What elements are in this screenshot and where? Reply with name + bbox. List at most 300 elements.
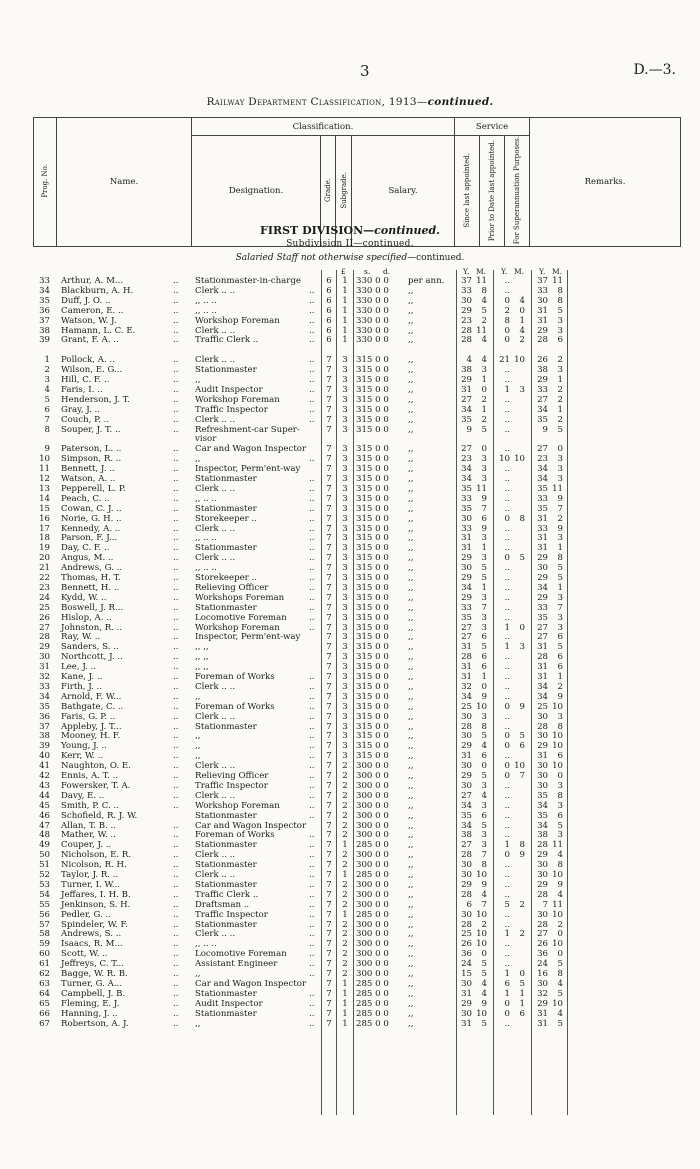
row-prior-years: 1 bbox=[504, 642, 510, 653]
row-prior-years: .. bbox=[504, 959, 510, 970]
row-designation: visor bbox=[195, 434, 217, 445]
row-designation: Locomotive Foreman bbox=[195, 612, 287, 623]
row-prior-years: .. bbox=[504, 375, 510, 385]
row-grade: 7 bbox=[326, 919, 332, 930]
row-leader: .. bbox=[173, 612, 179, 623]
row-super-years: 30 bbox=[537, 909, 548, 920]
row-since-months: 3 bbox=[481, 800, 487, 811]
row-since-years: 34 bbox=[461, 464, 472, 475]
row-subgrade: 3 bbox=[342, 721, 348, 732]
row-per-annum: ,, bbox=[408, 850, 414, 861]
row-leader: .. bbox=[173, 691, 179, 702]
row-super-years: 34 bbox=[537, 404, 548, 415]
row-grade: 6 bbox=[326, 325, 332, 336]
row-per-annum: ,, bbox=[408, 285, 414, 296]
row-super-months: 9 bbox=[557, 691, 563, 702]
table-row bbox=[0, 515, 700, 525]
row-name: Pedler, G. .. bbox=[61, 909, 111, 920]
row-number: 44 bbox=[39, 790, 50, 801]
row-per-annum: ,, bbox=[408, 879, 414, 890]
row-since-months: 5 bbox=[481, 820, 487, 831]
row-prior-years: .. bbox=[504, 751, 510, 762]
row-grade: 7 bbox=[326, 810, 332, 821]
row-prior-years: .. bbox=[504, 909, 510, 920]
row-since-years: 27 bbox=[461, 840, 472, 851]
row-super-years: 31 bbox=[537, 533, 548, 544]
row-number: 27 bbox=[39, 622, 50, 633]
row-since-months: 1 bbox=[481, 375, 487, 385]
row-per-annum: ,, bbox=[408, 503, 414, 514]
row-designation: Clerk .. .. bbox=[195, 325, 236, 336]
row-prior-years: 1 bbox=[504, 384, 510, 395]
row-since-years: 31 bbox=[461, 751, 472, 762]
row-name: Kydd, W. .. bbox=[61, 592, 107, 603]
unit-shilling: s. bbox=[364, 267, 371, 276]
row-since-years: 38 bbox=[461, 830, 472, 841]
row-since-years: 28 bbox=[461, 721, 472, 732]
row-number: 66 bbox=[39, 1008, 50, 1019]
row-number: 23 bbox=[39, 582, 50, 593]
row-name: Cowan, C. J. .. bbox=[61, 503, 122, 514]
row-designation: ,, bbox=[195, 1018, 201, 1029]
row-since-months: 10 bbox=[476, 870, 487, 880]
row-prior-years: .. bbox=[504, 830, 510, 841]
row-subgrade: 1 bbox=[342, 978, 348, 989]
row-prior-months: 6 bbox=[519, 741, 525, 752]
row-per-annum: ,, bbox=[408, 949, 414, 960]
row-number: 57 bbox=[39, 919, 50, 930]
row-leader: .. bbox=[173, 761, 179, 772]
row-designation: Traffic Clerk .. bbox=[195, 889, 259, 900]
row-prior-years: .. bbox=[504, 879, 510, 890]
row-name: Schofield, R. J. W. bbox=[61, 810, 138, 821]
row-per-annum: ,, bbox=[408, 701, 414, 712]
row-super-months: 3 bbox=[557, 612, 563, 623]
row-super-months: 10 bbox=[552, 909, 563, 920]
row-leader-2: .. bbox=[309, 988, 315, 999]
row-subgrade: 2 bbox=[342, 879, 348, 890]
row-super-months: 5 bbox=[557, 988, 563, 999]
row-name: Mooney, H. F. bbox=[61, 731, 121, 742]
row-prior-months: 6 bbox=[519, 1008, 525, 1019]
row-leader: .. bbox=[173, 830, 179, 841]
row-number: 67 bbox=[39, 1018, 50, 1029]
row-super-months: 4 bbox=[557, 1008, 563, 1019]
row-since-months: 3 bbox=[481, 365, 487, 376]
row-subgrade: 3 bbox=[342, 414, 348, 425]
row-name: Scott, W. .. bbox=[61, 949, 108, 960]
row-per-annum: ,, bbox=[408, 860, 414, 871]
row-super-months: 9 bbox=[557, 879, 563, 890]
row-per-annum: ,, bbox=[408, 810, 414, 821]
row-name: Andrews, S. .. bbox=[61, 929, 122, 940]
row-since-years: 28 bbox=[461, 325, 472, 336]
row-per-annum: ,, bbox=[408, 295, 414, 306]
header-designation: Designation. bbox=[192, 136, 321, 247]
row-name: Jeffares, I. H. B. bbox=[61, 889, 131, 900]
row-designation: ,, bbox=[195, 969, 201, 979]
table-row bbox=[0, 653, 700, 663]
table-row bbox=[0, 1020, 700, 1030]
row-grade: 7 bbox=[326, 751, 332, 762]
row-super-months: 11 bbox=[552, 840, 563, 851]
header-name: Name. bbox=[57, 118, 192, 247]
row-leader: .. bbox=[173, 513, 179, 524]
row-leader: .. bbox=[173, 998, 179, 1009]
row-since-years: 29 bbox=[461, 305, 472, 316]
row-leader-2: .. bbox=[309, 879, 315, 890]
row-super-years: 28 bbox=[537, 919, 548, 930]
row-subgrade: 3 bbox=[342, 642, 348, 653]
row-number: 8 bbox=[44, 424, 50, 435]
row-salary: 315 0 0 bbox=[356, 464, 389, 475]
row-leader: .. bbox=[173, 969, 179, 979]
row-subgrade: 3 bbox=[342, 602, 348, 613]
row-salary: 300 0 0 bbox=[356, 830, 389, 841]
row-leader: .. bbox=[173, 592, 179, 603]
row-since-years: 30 bbox=[461, 513, 472, 524]
row-prior-years: .. bbox=[504, 563, 510, 574]
row-super-months: 8 bbox=[557, 790, 563, 801]
row-since-years: 35 bbox=[461, 503, 472, 514]
row-designation: Audit Inspector bbox=[195, 384, 263, 395]
row-leader: .. bbox=[173, 741, 179, 752]
row-leader: .. bbox=[173, 474, 179, 484]
row-prior-months: 0 bbox=[519, 305, 525, 316]
row-designation: Traffic Clerk .. bbox=[195, 335, 259, 346]
row-number: 1 bbox=[44, 355, 50, 366]
row-since-months: 5 bbox=[481, 731, 487, 742]
row-prior-years: 0 bbox=[504, 741, 510, 752]
row-leader-2: .. bbox=[309, 771, 315, 781]
row-super-months: 5 bbox=[557, 563, 563, 574]
row-prior-years: .. bbox=[504, 800, 510, 811]
table-row bbox=[0, 416, 700, 426]
row-name: Johnston, R. .. bbox=[61, 622, 123, 633]
row-number: 34 bbox=[39, 691, 50, 702]
row-per-annum: ,, bbox=[408, 483, 414, 494]
row-salary: 315 0 0 bbox=[356, 691, 389, 702]
row-since-months: 1 bbox=[481, 672, 487, 682]
row-prior-years: .. bbox=[504, 573, 510, 583]
row-super-months: 5 bbox=[557, 424, 563, 435]
row-salary: 300 0 0 bbox=[356, 889, 389, 900]
row-grade: 6 bbox=[326, 295, 332, 306]
row-leader: .. bbox=[173, 959, 179, 970]
row-super-months: 1 bbox=[557, 582, 563, 593]
row-leader-2: .. bbox=[309, 563, 315, 574]
row-name: Andrews, G. .. bbox=[61, 563, 123, 574]
row-per-annum: ,, bbox=[408, 969, 414, 979]
row-number: 20 bbox=[39, 553, 50, 564]
row-super-years: 38 bbox=[537, 365, 548, 376]
row-subgrade: 3 bbox=[342, 553, 348, 564]
header-prog-no: Prog. No. bbox=[34, 118, 57, 247]
row-per-annum: ,, bbox=[408, 305, 414, 316]
row-designation: ,, bbox=[195, 751, 201, 762]
row-since-years: 29 bbox=[461, 771, 472, 781]
row-designation: Car and Wagon Inspector bbox=[195, 978, 307, 989]
row-prior-years: .. bbox=[504, 285, 510, 296]
row-grade: 7 bbox=[326, 800, 332, 811]
row-per-annum: ,, bbox=[408, 988, 414, 999]
row-per-annum: ,, bbox=[408, 642, 414, 653]
row-per-annum: ,, bbox=[408, 632, 414, 643]
row-since-years: 9 bbox=[466, 424, 472, 435]
row-since-years: 31 bbox=[461, 642, 472, 653]
row-super-months: 2 bbox=[557, 414, 563, 425]
row-super-months: 5 bbox=[557, 820, 563, 831]
row-leader-2: .. bbox=[309, 503, 315, 514]
row-name: Turner, I. W... bbox=[61, 879, 121, 890]
row-name: Faris, G. P. .. bbox=[61, 711, 116, 722]
row-name: Hislop, A. .. bbox=[61, 612, 112, 623]
row-subgrade: 3 bbox=[342, 503, 348, 514]
row-leader: .. bbox=[173, 672, 179, 682]
row-salary: 315 0 0 bbox=[356, 612, 389, 623]
row-subgrade: 3 bbox=[342, 701, 348, 712]
row-leader-2: .. bbox=[309, 889, 315, 900]
row-prior-months: 3 bbox=[519, 384, 525, 395]
header-service: Service bbox=[455, 118, 530, 136]
row-since-years: 35 bbox=[461, 810, 472, 821]
row-since-years: 34 bbox=[461, 474, 472, 484]
row-since-years: 15 bbox=[461, 969, 472, 979]
row-number: 51 bbox=[39, 860, 50, 871]
row-since-years: 24 bbox=[461, 959, 472, 970]
row-super-years: 29 bbox=[537, 850, 548, 861]
row-super-months: 5 bbox=[557, 305, 563, 316]
row-salary: 315 0 0 bbox=[356, 711, 389, 722]
row-designation: Clerk .. .. bbox=[195, 483, 236, 494]
row-grade: 6 bbox=[326, 305, 332, 316]
row-since-months: 3 bbox=[481, 711, 487, 722]
row-leader-2: .. bbox=[309, 929, 315, 940]
row-since-months: 3 bbox=[481, 454, 487, 465]
row-subgrade: 2 bbox=[342, 919, 348, 930]
row-designation: Workshops Foreman bbox=[195, 592, 285, 603]
row-prior-years: .. bbox=[504, 483, 510, 494]
row-name: Hamann, L. C. E. bbox=[61, 325, 136, 336]
row-number: 61 bbox=[39, 959, 50, 970]
row-name: Arthur, A. M... bbox=[61, 276, 124, 286]
row-since-years: 28 bbox=[461, 850, 472, 861]
row-grade: 7 bbox=[326, 384, 332, 395]
row-super-years: 30 bbox=[537, 771, 548, 781]
row-since-months: 8 bbox=[481, 860, 487, 871]
row-super-months: 1 bbox=[557, 543, 563, 554]
row-designation: ,, ,, bbox=[195, 652, 209, 663]
row-designation: ,, .. .. bbox=[195, 493, 217, 504]
row-subgrade: 3 bbox=[342, 741, 348, 752]
row-subgrade: 3 bbox=[342, 582, 348, 593]
row-designation: Stationmaster bbox=[195, 840, 257, 851]
row-name: Robertson, A. J. bbox=[61, 1018, 129, 1029]
row-prior-years: .. bbox=[504, 870, 510, 880]
row-leader-2: .. bbox=[309, 672, 315, 682]
row-subgrade: 3 bbox=[342, 681, 348, 692]
row-grade: 6 bbox=[326, 285, 332, 296]
row-designation: Clerk .. .. bbox=[195, 414, 236, 425]
row-super-years: 34 bbox=[537, 691, 548, 702]
row-since-months: 10 bbox=[476, 929, 487, 940]
row-super-months: 3 bbox=[557, 474, 563, 484]
row-super-years: 29 bbox=[537, 741, 548, 752]
row-salary: 300 0 0 bbox=[356, 820, 389, 831]
row-super-months: 8 bbox=[557, 295, 563, 306]
row-subgrade: 3 bbox=[342, 592, 348, 603]
row-leader: .. bbox=[173, 543, 179, 554]
row-grade: 7 bbox=[326, 721, 332, 732]
row-salary: 315 0 0 bbox=[356, 355, 389, 366]
row-number: 46 bbox=[39, 810, 50, 821]
table-row bbox=[0, 812, 700, 822]
row-leader: .. bbox=[173, 622, 179, 633]
row-name: Peach, C. .. bbox=[61, 493, 110, 504]
row-leader: .. bbox=[173, 573, 179, 583]
row-since-years: 34 bbox=[461, 800, 472, 811]
row-prior-years: .. bbox=[504, 889, 510, 900]
row-leader-2: .. bbox=[309, 483, 315, 494]
row-number: 54 bbox=[39, 889, 50, 900]
row-leader-2: .. bbox=[309, 1008, 315, 1019]
row-leader: .. bbox=[173, 939, 179, 950]
row-grade: 7 bbox=[326, 780, 332, 791]
row-leader: .. bbox=[173, 365, 179, 376]
row-since-years: 34 bbox=[461, 691, 472, 702]
row-number: 4 bbox=[44, 384, 50, 395]
row-subgrade: 2 bbox=[342, 820, 348, 831]
row-number: 38 bbox=[39, 325, 50, 336]
row-salary: 300 0 0 bbox=[356, 879, 389, 890]
row-since-months: 10 bbox=[476, 909, 487, 920]
table-row bbox=[0, 426, 700, 436]
row-number: 60 bbox=[39, 949, 50, 960]
row-super-months: 11 bbox=[552, 899, 563, 910]
row-designation: Car and Wagon Inspector bbox=[195, 444, 307, 455]
row-subgrade: 3 bbox=[342, 731, 348, 742]
row-subgrade: 3 bbox=[342, 404, 348, 415]
row-salary: 315 0 0 bbox=[356, 582, 389, 593]
row-salary: 315 0 0 bbox=[356, 424, 389, 435]
row-subgrade: 1 bbox=[342, 909, 348, 920]
row-super-years: 32 bbox=[537, 988, 548, 999]
row-prior-years: .. bbox=[504, 721, 510, 732]
row-number: 55 bbox=[39, 899, 50, 910]
row-designation: ,, .. .. bbox=[195, 939, 217, 950]
row-since-months: 1 bbox=[481, 582, 487, 593]
row-name: Sanders, S. .. bbox=[61, 642, 119, 653]
row-per-annum: ,, bbox=[408, 553, 414, 564]
row-grade: 7 bbox=[326, 493, 332, 504]
row-subgrade: 1 bbox=[342, 285, 348, 296]
row-salary: 330 0 0 bbox=[356, 325, 389, 336]
row-since-years: 33 bbox=[461, 602, 472, 613]
row-prior-months: 10 bbox=[514, 355, 525, 366]
row-leader-2: .. bbox=[309, 998, 315, 1009]
row-since-years: 30 bbox=[461, 295, 472, 306]
row-salary: 315 0 0 bbox=[356, 573, 389, 583]
row-leader-2: .. bbox=[309, 909, 315, 920]
row-super-months: 2 bbox=[557, 919, 563, 930]
row-leader: .. bbox=[173, 919, 179, 930]
row-since-years: 29 bbox=[461, 741, 472, 752]
row-super-months: 3 bbox=[557, 800, 563, 811]
row-leader: .. bbox=[173, 800, 179, 811]
row-super-years: 7 bbox=[542, 899, 548, 910]
row-super-years: 30 bbox=[537, 860, 548, 871]
row-prior-months: 0 bbox=[519, 622, 525, 633]
row-subgrade: 1 bbox=[342, 305, 348, 316]
row-designation: Foreman of Works bbox=[195, 830, 275, 841]
row-since-years: 30 bbox=[461, 731, 472, 742]
row-salary: 330 0 0 bbox=[356, 276, 389, 286]
row-since-months: 4 bbox=[481, 355, 487, 366]
row-prior-years: .. bbox=[504, 612, 510, 623]
row-designation: Workshop Foreman bbox=[195, 394, 280, 405]
row-super-months: 3 bbox=[557, 325, 563, 336]
row-super-years: 31 bbox=[537, 1008, 548, 1019]
row-per-annum: ,, bbox=[408, 840, 414, 851]
row-name: Ray, W. .. bbox=[61, 632, 101, 643]
row-per-annum: ,, bbox=[408, 602, 414, 613]
unit-y1: Y. bbox=[463, 267, 470, 276]
row-salary: 300 0 0 bbox=[356, 761, 389, 772]
row-prior-years: .. bbox=[504, 691, 510, 702]
row-salary: 315 0 0 bbox=[356, 503, 389, 514]
row-grade: 7 bbox=[326, 889, 332, 900]
row-super-years: 35 bbox=[537, 414, 548, 425]
row-prior-years: .. bbox=[504, 1018, 510, 1029]
row-since-months: 4 bbox=[481, 978, 487, 989]
row-grade: 7 bbox=[326, 414, 332, 425]
row-super-years: 28 bbox=[537, 889, 548, 900]
row-salary: 285 0 0 bbox=[356, 998, 389, 1009]
row-per-annum: ,, bbox=[408, 721, 414, 732]
row-grade: 7 bbox=[326, 771, 332, 781]
row-leader-2: .. bbox=[309, 899, 315, 910]
title-main: Railway Department Classification, 1913— bbox=[206, 96, 428, 108]
row-name: Watson, W. J. bbox=[61, 315, 117, 326]
row-per-annum: ,, bbox=[408, 889, 414, 900]
row-since-years: 35 bbox=[461, 483, 472, 494]
row-salary: 300 0 0 bbox=[356, 929, 389, 940]
row-super-months: 9 bbox=[557, 523, 563, 534]
row-name: Naughton, O. E. bbox=[61, 761, 131, 772]
row-super-years: 16 bbox=[537, 969, 548, 979]
row-super-months: 5 bbox=[557, 573, 563, 583]
row-name: Couch, P. .. bbox=[61, 414, 110, 425]
row-leader: .. bbox=[173, 394, 179, 405]
row-per-annum: ,, bbox=[408, 691, 414, 702]
header-for-super: For Superannuation Purposes. bbox=[505, 136, 530, 247]
row-prior-years: 0 bbox=[504, 325, 510, 336]
row-super-years: 25 bbox=[537, 701, 548, 712]
row-since-years: 30 bbox=[461, 978, 472, 989]
row-subgrade: 3 bbox=[342, 355, 348, 366]
row-grade: 7 bbox=[326, 701, 332, 712]
row-name: Firth, J. .. bbox=[61, 681, 102, 692]
row-subgrade: 1 bbox=[342, 325, 348, 336]
row-grade: 7 bbox=[326, 464, 332, 475]
row-designation: Clerk .. .. bbox=[195, 711, 236, 722]
row-grade: 7 bbox=[326, 573, 332, 583]
row-salary: 285 0 0 bbox=[356, 988, 389, 999]
row-super-years: 35 bbox=[537, 483, 548, 494]
row-per-annum: ,, bbox=[408, 335, 414, 346]
row-per-annum: ,, bbox=[408, 1008, 414, 1019]
row-super-years: 27 bbox=[537, 632, 548, 643]
